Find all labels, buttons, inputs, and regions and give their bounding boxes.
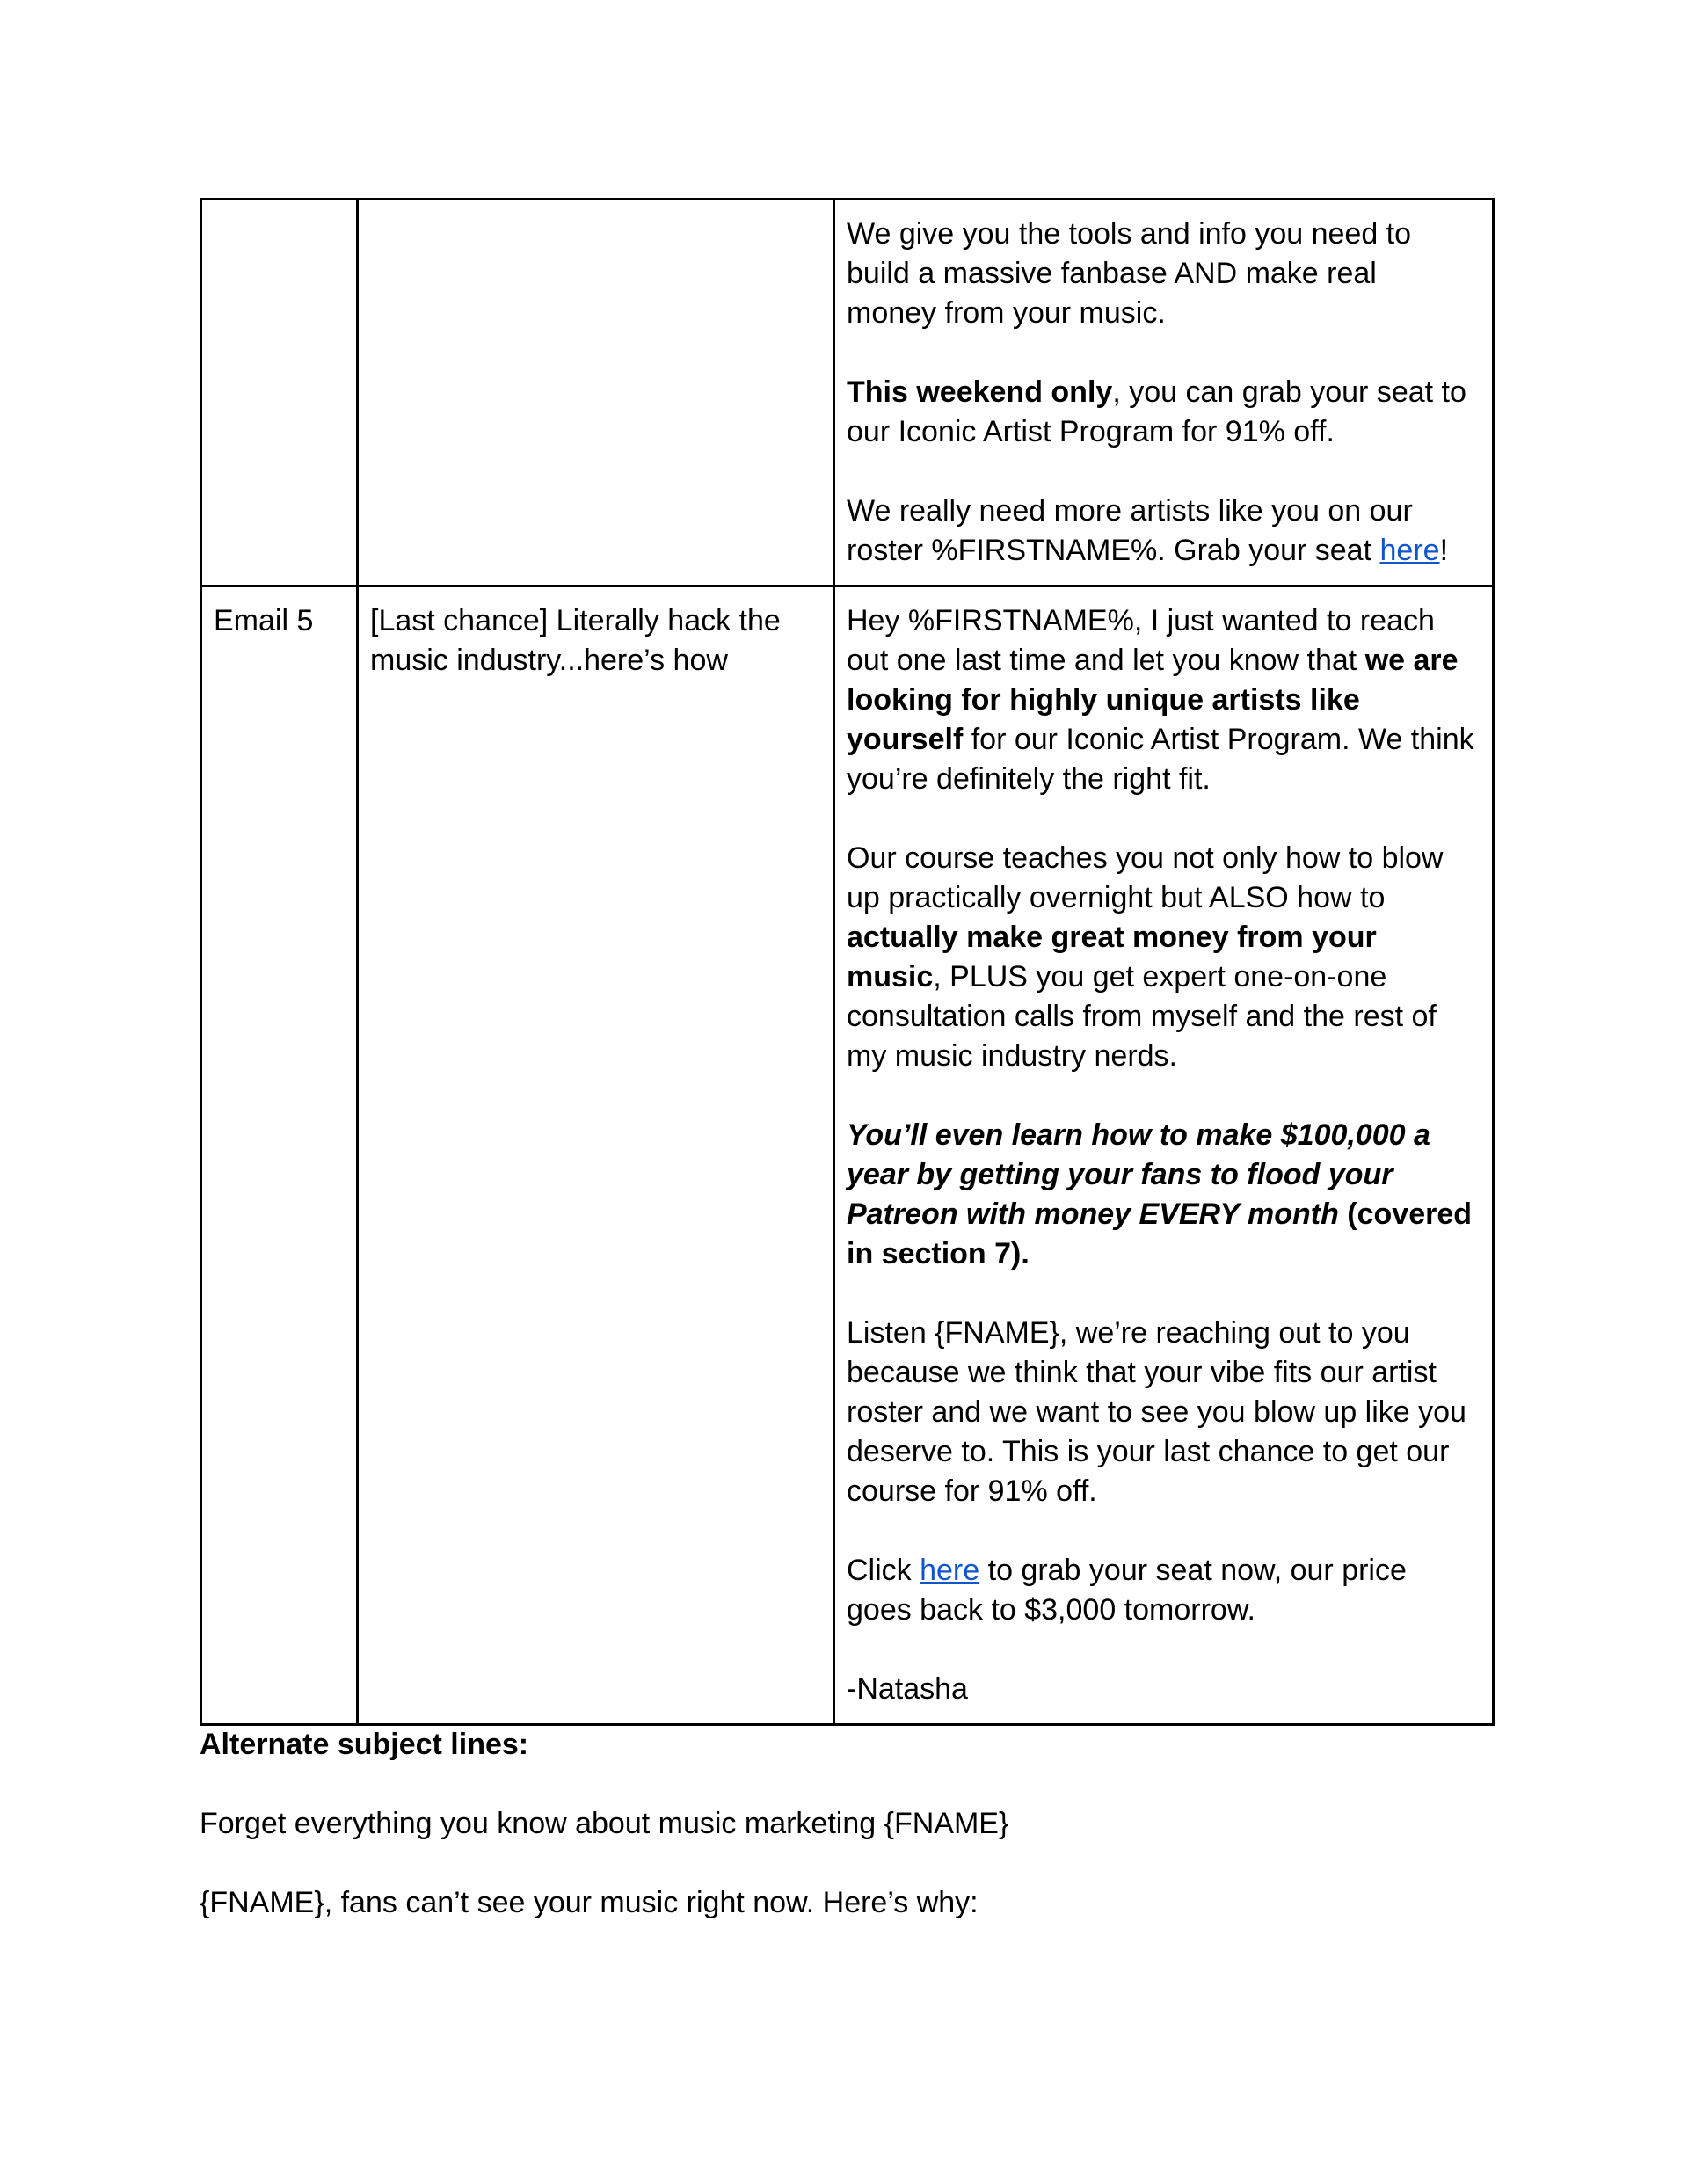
text-run: to grab your seat now, our price goes back to $3,000 tomorrow.	[847, 1554, 1407, 1627]
text-run: You’ll even learn how to make $100,000 a year by getting your fans to flood your Patreon with money EVERY month	[847, 1118, 1430, 1231]
subject-cell	[358, 200, 834, 586]
table-row	[201, 200, 1494, 586]
alternate-subject-lines-heading: Alternate subject lines:	[200, 1728, 529, 1761]
paragraph	[847, 1274, 1474, 1314]
paragraph	[847, 1551, 1474, 1630]
text-run: actually make great money from your music	[847, 921, 1377, 994]
paragraph	[847, 333, 1474, 373]
paragraph	[847, 1116, 1474, 1274]
text-run: we are looking for highly unique artists like yourself	[847, 644, 1459, 756]
text-run: Our course teaches you not only how to blow up practically overnight but ALSO how to	[847, 841, 1444, 914]
text-run: !	[1439, 534, 1449, 567]
text-run: (covered in section 7).	[847, 1198, 1473, 1270]
blank-line	[200, 1765, 1492, 1804]
text-run: , you can grab your seat to our Iconic Artist Program for 91% off.	[847, 375, 1466, 448]
paragraph	[847, 1076, 1474, 1116]
paragraph	[847, 601, 1474, 799]
text-run: We really need more artists like you on our roster %FIRSTNAME%. Grab your seat	[847, 494, 1413, 567]
text-run: Hey %FIRSTNAME%, I just wanted to reach out one last time and let you know that	[847, 604, 1435, 677]
paragraph	[847, 839, 1474, 1076]
paragraph	[847, 799, 1474, 839]
table-row	[201, 586, 1494, 1725]
inline-link[interactable]: here	[1379, 534, 1440, 567]
alternate-subject-line-1: Forget everything you know about music marketing {FNAME}	[200, 1807, 1009, 1840]
paragraph	[847, 215, 1474, 333]
text-run: -Natasha	[847, 1672, 968, 1706]
text-run: , PLUS you get expert one-on-one consultation calls from myself and the rest of my music industry nerds.	[847, 960, 1437, 1073]
email-label-cell: Email 5	[201, 586, 358, 1725]
inline-link[interactable]: here	[920, 1554, 980, 1587]
paragraph	[847, 1630, 1474, 1670]
alternate-subject-lines-section	[200, 1725, 1492, 1923]
email-body-cell	[834, 586, 1494, 1725]
paragraph	[847, 1670, 1474, 1709]
text-run: This weekend only	[847, 375, 1113, 409]
paragraph	[847, 1314, 1474, 1511]
paragraph	[847, 491, 1474, 571]
email-label-cell	[201, 200, 358, 586]
alternate-subject-line-2: {FNAME}, fans can’t see your music right now. Here’s why:	[200, 1886, 979, 1919]
text-run: We give you the tools and info you need to build a massive fanbase AND make real money from your music.	[847, 217, 1412, 330]
text-run: Click	[847, 1554, 920, 1587]
paragraph	[847, 373, 1474, 452]
email-body-cell	[834, 200, 1494, 586]
text-run: for our Iconic Artist Program. We think you’re definitely the right fit.	[847, 723, 1474, 796]
subject-cell: [Last chance] Literally hack the music industry...here’s how	[358, 586, 834, 1725]
paragraph	[847, 452, 1474, 491]
email-copy-table	[200, 198, 1495, 1726]
paragraph	[847, 1511, 1474, 1551]
blank-line	[200, 1844, 1492, 1883]
text-run: Listen {FNAME}, we’re reaching out to you because we think that your vibe fits our artist roster and we want to see you blow up like you deserve to. This is your last chance to get our course for 91% off.	[847, 1316, 1466, 1508]
